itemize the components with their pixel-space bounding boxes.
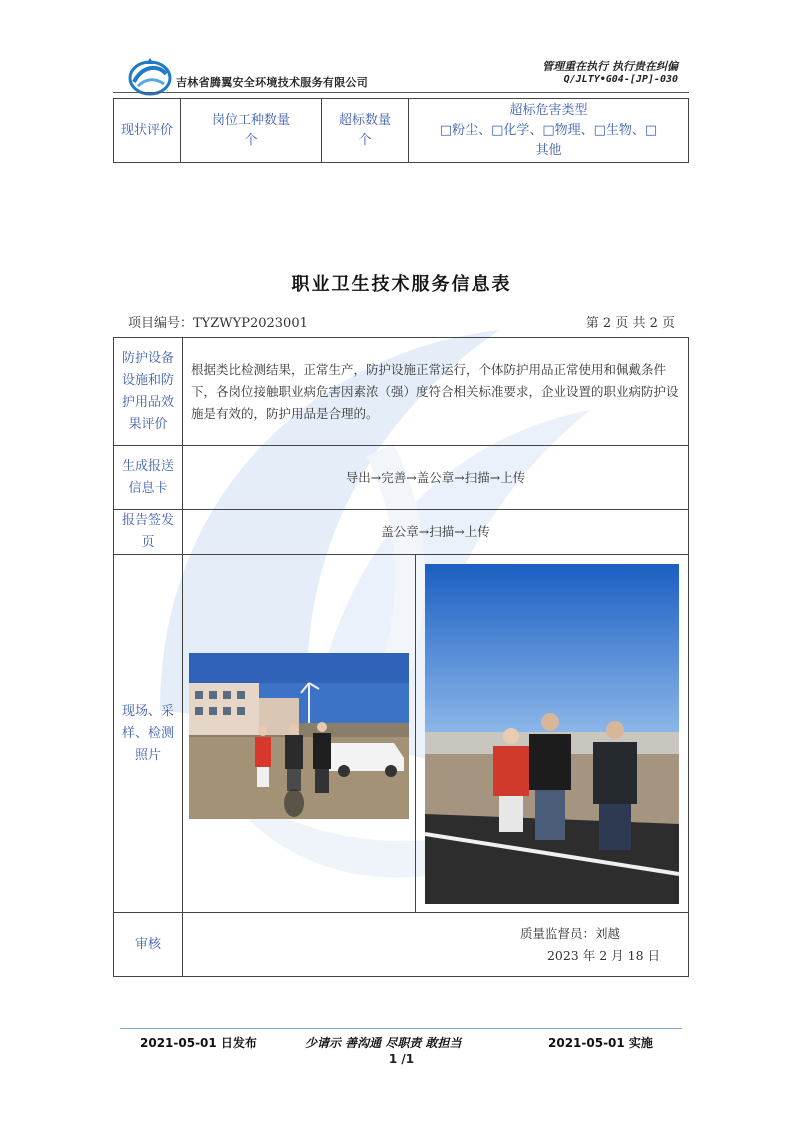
page-title: 职业卫生技术服务信息表 — [291, 274, 512, 295]
review-label-cell — [114, 913, 183, 977]
protection-text-cell — [183, 338, 689, 446]
site-photo-road — [425, 564, 679, 904]
exceed-count-label: 超标数量 — [338, 112, 391, 128]
company-name: 吉林省腾翼安全环境技术服务有限公司 — [176, 76, 369, 89]
hazard-type-cell — [409, 99, 689, 163]
signing-label: 报告签发页 — [121, 513, 174, 550]
project-number: 项目编号：TYZWYP2023001 — [128, 316, 308, 331]
hazard-type-label: 超标危害类型 — [509, 102, 588, 118]
protection-label: 防护设备设施和防护用品效果评价 — [121, 350, 174, 432]
hazard-type-options: □粉尘、□化学、□物理、□生物、□ — [439, 122, 658, 138]
report-card-label: 生成报送信息卡 — [121, 458, 174, 496]
document-number: Q/JLTY•G04-[JP]-030 — [563, 74, 678, 85]
photo-cell-1 — [183, 555, 416, 913]
exceed-count-unit: 个 — [358, 132, 372, 148]
footer-motto: 少请示 善沟通 尽职责 敢担当 — [305, 1036, 462, 1050]
exceed-count-cell — [322, 99, 409, 163]
post-count-label: 岗位工种数量 — [211, 112, 290, 128]
review-date: 2023 年 2 月 18 日 — [546, 947, 660, 963]
report-card-flow: 导出→完善→盖公章→扫描→上传 — [345, 469, 526, 485]
post-count-cell — [181, 99, 322, 163]
status-eval-cell — [114, 99, 181, 163]
effective-date: 2021-05-01 实施 — [548, 1036, 653, 1050]
issue-date: 2021-05-01 日发布 — [140, 1036, 257, 1050]
photos-label: 现场、采样、检测照片 — [121, 703, 174, 763]
header-slogan: 管理重在执行 执行贵在纠偏 — [542, 60, 678, 73]
protection-text: 根据类比检测结果，正常生产，防护设施正常运行，个体防护用品正常使用和佩戴条件下，各岗位接触职业病危害因素浓（强）度符合相关标准要求，企业设置的职业病防护设施是有效的，防护用品是合理的。 — [191, 361, 679, 421]
header-divider — [113, 92, 689, 93]
post-count-unit: 个 — [244, 132, 258, 148]
review-label: 审核 — [134, 936, 161, 952]
review-sign-cell — [183, 913, 689, 977]
supervisor-signature: 质量监督员：刘越 — [519, 925, 620, 941]
photo-cell-2 — [416, 555, 689, 913]
report-card-flow-cell — [183, 446, 689, 510]
signing-flow-cell — [183, 510, 689, 555]
hazard-type-other: 其他 — [535, 142, 562, 158]
site-photo-building — [189, 653, 409, 819]
status-eval-label: 现状评价 — [120, 122, 173, 138]
signing-label-cell — [114, 510, 183, 555]
info-table — [113, 337, 689, 977]
report-card-label-cell — [114, 446, 183, 510]
page-indicator: 第 2 页 共 2 页 — [585, 316, 675, 331]
protection-label-cell — [114, 338, 183, 446]
company-logo — [128, 56, 172, 96]
footer-divider — [120, 1028, 682, 1029]
photos-label-cell — [114, 555, 183, 913]
page-number: 1 /1 — [388, 1052, 415, 1066]
status-evaluation-table — [113, 98, 689, 163]
signing-flow: 盖公章→扫描→上传 — [381, 524, 490, 539]
